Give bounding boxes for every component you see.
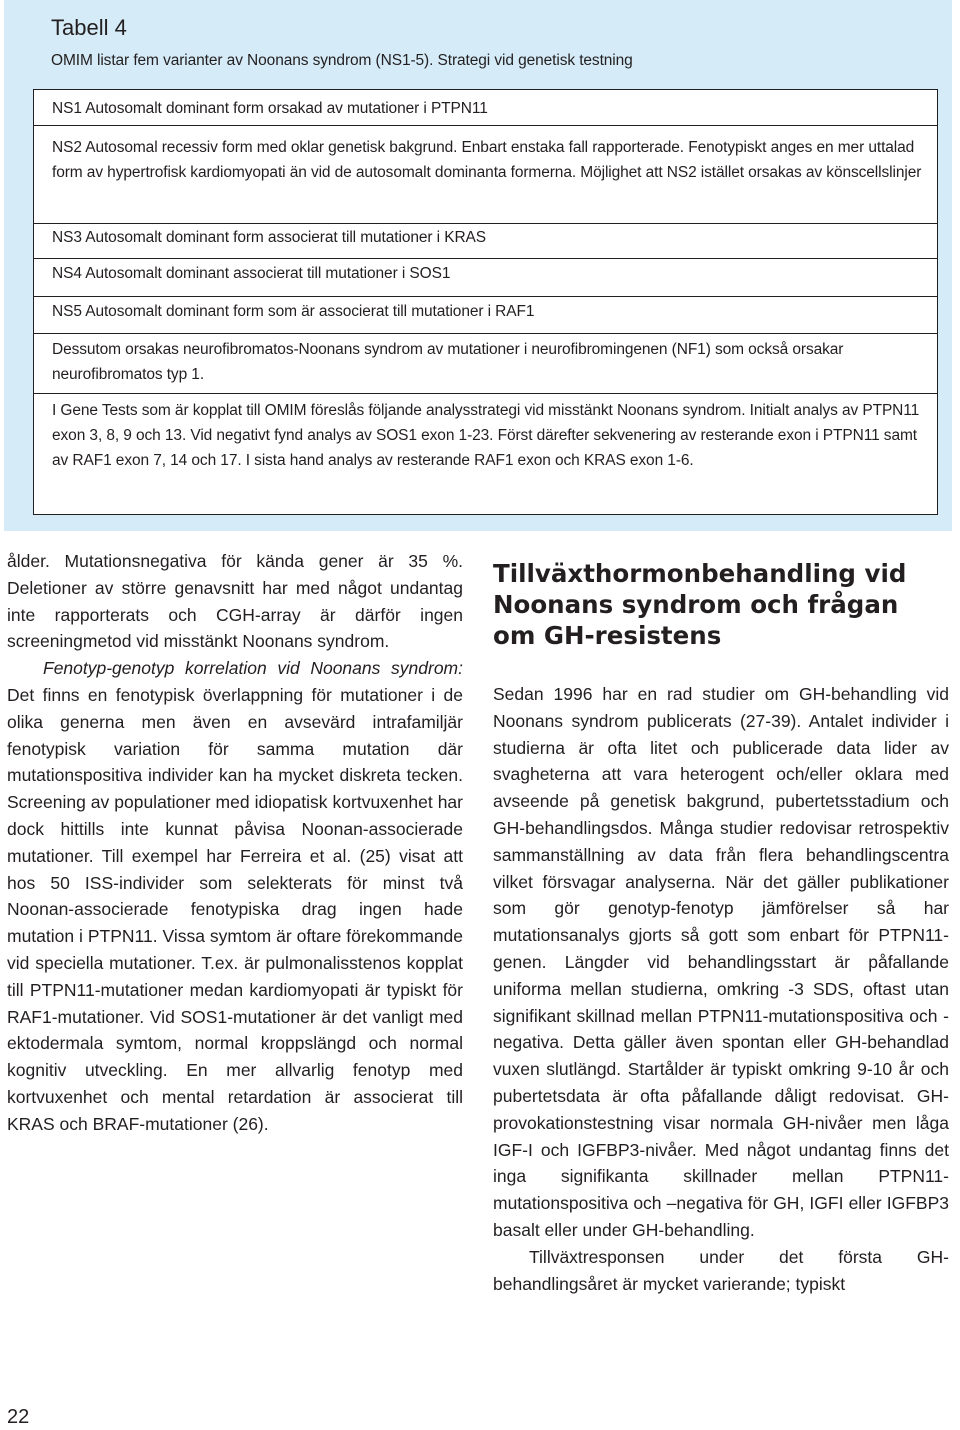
- table-row-text: NS1 Autosomalt dominant form orsakad av mutationer i PTPN11: [52, 100, 488, 117]
- paragraph-body: Det finns en fenotypisk överlappning för mutationer i de olika generna men även en avsevärd intrafamiljär fenotypisk variation för samma mutation där mutationspositiva individer kan ha mycket diskreta tecken. Screening av populationer med idiopatisk kortvuxenhet har dock hittills inte kunnat påvisa Noonan-associerade mutationer. Till exempel har Ferreira et al. (25) visat att hos 50 ISS-individer som selekterats för minst två Noonan-associerade fenotypiska drag ingen hade mutation i PTPN11. Vissa symtom är oftare förekommande vid speciella mutationer. T.ex. är pulmonalisstenos kopplat till PTPN11-mutationer medan kardiomyopati är typiskt för RAF1-mutationer. Vid SOS1-mutationer är det vanligt med ektodermala symtom, normal kroppslängd och normal kognitiv utveckling. En mer allvarlig fenotyp med kortvuxenhet och mental retardation är associerat till KRAS och BRAF-mutationer (26).: [7, 684, 463, 1134]
- subheading-inline: Fenotyp-genotyp korrelation vid Noonans syndrom:: [43, 658, 463, 679]
- table-row: [52, 225, 937, 250]
- table-row: [52, 96, 937, 121]
- table-row-text: NS2 Autosomal recessiv form med oklar genetisk bakgrund. Enbart enstaka fall rapporterade. Fenotypiskt anges en mer uttalad form av hypertrofisk kardiomyopati än vid de autosomalt dominanta formerna. Möjlighet att NS2 istället orsakas av könscellslinjer: [52, 139, 922, 181]
- page-number: 22: [7, 1406, 30, 1428]
- row-divider: [34, 125, 937, 126]
- table-title: Tabell 4: [51, 15, 127, 40]
- right-column: [493, 681, 949, 1297]
- left-column: [7, 548, 463, 1138]
- table-row-text: Dessutom orsakas neurofibromatos-Noonans syndrom av mutationer i neurofibromingenen (NF1) som också orsakar neurofibromatos typ 1.: [52, 341, 844, 383]
- paragraph: Tillväxtresponsen under det första GH-behandlingsåret är mycket varierande; typiskt: [493, 1246, 949, 1294]
- section-heading: Tillväxthormonbehandling vid Noonans syndrom och frågan om GH-resistens: [493, 559, 907, 650]
- table-caption: OMIM listar fem varianter av Noonans syndrom (NS1-5). Strategi vid genetisk testning: [51, 52, 633, 69]
- row-divider: [34, 258, 937, 259]
- table-row: [52, 337, 937, 387]
- table-row: [52, 299, 937, 324]
- row-divider: [34, 333, 937, 334]
- table-row-text: NS3 Autosomalt dominant form associerat till mutationer i KRAS: [52, 229, 487, 246]
- table-row: [52, 261, 937, 286]
- paragraph: Sedan 1996 har en rad studier om GH-behandling vid Noonans syndrom publicerats (27-39). Antalet individer i studierna är ofta litet och publicerade data lider av svagheterna att vara heterogent och/eller oklara med avseende på genetisk bakgrund, pubertetsstadium och GH-behandlingsdos. Många studier redovisar retrospektiv sammanställning av data från flera behandlingscentra vilket försvagar analyserna. När det gäller publikationer som gör genotyp-fenotyp jämförelser så har mutationsanalys gjorts så gott som enbart för PTPN11-genen. Längder vid behandlingsstart är påfallande uniforma mellan studierna, omkring -3 SDS, oftast utan signifikant skillnad mellan PTPN11-mutationspositiva och -negativa. Detta gäller även spontan eller GH-behandlad vuxen slutlängd. Startålder är typiskt omkring 9-10 år och pubertetsdata är ofta påfallande dåligt redovisat. GH-provokationstestning visar normala GH-nivåer men låga IGF-I och IGFBP3-nivåer. Med något undantag finns det inga signifikanta skillnader mellan PTPN11-mutationspositiva och –negativa för GH, IGFI eller IGFBP3 basalt eller under GH-behandling.: [493, 684, 949, 1240]
- table-row: [52, 135, 937, 185]
- table-row-text: NS5 Autosomalt dominant form som är associerat till mutationer i RAF1: [52, 303, 535, 320]
- table-row: [52, 398, 937, 473]
- table-body: [33, 89, 938, 515]
- table-row-text: NS4 Autosomalt dominant associerat till mutationer i SOS1: [52, 265, 451, 282]
- paragraph: [7, 655, 463, 1137]
- table-row-text: I Gene Tests som är kopplat till OMIM föreslås följande analysstrategi vid misstänkt Noonans syndrom. Initialt analys av PTPN11 exon 3, 8, 9 och 13. Vid negativt fynd analys av SOS1 exon 1-23. Först därefter sekvenering av resterande exon i PTPN11 samt av RAF1 exon 7, 14 och 17. I sista hand analys av resterande RAF1 exon och KRAS exon 1-6.: [52, 402, 920, 469]
- table-box: [4, 0, 952, 531]
- row-divider: [34, 296, 937, 297]
- paragraph: ålder. Mutationsnegativa för kända gener är 35 %. Deletioner av större genavsnitt har med något undantag inte rapporterats och CGH-array är därför ingen screeningmetod vid misstänkt Noonans syndrom.: [7, 551, 463, 652]
- row-divider: [34, 223, 937, 224]
- row-divider: [34, 393, 937, 394]
